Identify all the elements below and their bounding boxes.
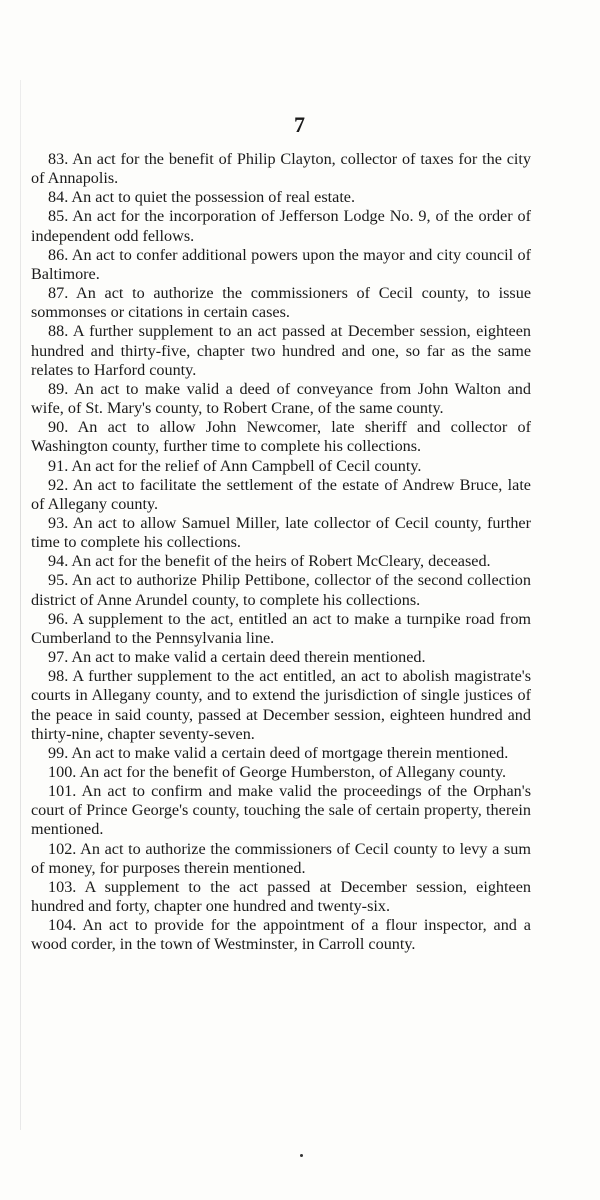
act-entry (31, 840, 531, 878)
act-entry (31, 322, 531, 379)
act-title: An act to allow Samuel Miller, late collector of Cecil county, further time to complete his collections. (31, 513, 531, 552)
act-title: An act to allow John Newcomer, late sheriff and collector of Washington county, further time to complete his collections. (31, 418, 532, 456)
act-number: 95. (48, 571, 69, 590)
act-number: 86. (48, 245, 69, 264)
act-number: 104. (48, 916, 77, 935)
act-entry (31, 284, 531, 322)
act-title: An act to authorize the commissioners of Cecil county, to issue sommonses or citations in certain cases. (31, 284, 531, 322)
act-entry (31, 514, 531, 552)
binding-shadow (20, 80, 21, 1130)
act-entry (31, 763, 531, 782)
act-entry (31, 667, 531, 744)
act-title: An act to confer additional powers upon the mayor and city council of Baltimore. (31, 245, 531, 283)
act-title: An act for the benefit of Philip Clayton, collector of taxes for the city of Annapolis. (31, 150, 532, 188)
act-title: A further supplement to the act entitled, an act to abolish magistrate's courts in Allegany county, and to extend the jurisdiction of single justices of the peace in said county, passed at December session, eighteen hundred and thirty-nine, chapter seventy-seven. (31, 667, 531, 743)
act-entry (31, 571, 531, 609)
act-entry (31, 648, 531, 667)
act-title: An act to make valid a certain deed of mortgage therein mentioned. (71, 743, 509, 762)
act-title: An act for the relief of Ann Campbell of Cecil county. (71, 456, 422, 475)
act-entry (31, 188, 531, 207)
act-entry (31, 744, 531, 763)
act-number: 88. (48, 322, 69, 341)
act-title: A further supplement to an act passed at December session, eighteen hundred and thirty-five, chapter two hundred and one, so far as the same relates to Harford county. (31, 322, 531, 379)
act-entry (31, 610, 531, 648)
act-entry (31, 878, 531, 916)
act-entry (31, 476, 531, 514)
act-entry (31, 380, 531, 418)
act-entry (31, 246, 531, 284)
act-title: An act for the incorporation of Jefferson Lodge No. 9, of the order of independent odd fellows. (31, 207, 532, 245)
act-entry (31, 552, 531, 571)
act-number: 87. (48, 284, 69, 303)
act-number: 97. (48, 648, 69, 667)
act-entry (31, 150, 531, 188)
act-entry (31, 457, 531, 476)
act-title: A supplement to the act passed at December session, eighteen hundred and forty, chapter one hundred and twenty-six. (31, 877, 531, 916)
act-number: 96. (48, 609, 69, 628)
page-number: 7 (294, 112, 306, 137)
act-title: An act to facilitate the settlement of the estate of Andrew Bruce, late of Allegany county. (31, 475, 531, 513)
act-entry (31, 782, 531, 839)
act-number: 101. (48, 782, 77, 801)
act-title: An act to make valid a deed of conveyance from John Walton and wife, of St. Mary's county, to Robert Crane, of the same county. (31, 379, 531, 418)
act-title: An act to provide for the appointment of a flour inspector, and a wood corder, in the town of Westminster, in Carroll county. (31, 916, 531, 954)
act-number: 84. (48, 188, 69, 207)
act-number: 98. (48, 667, 69, 686)
act-entry (31, 207, 531, 245)
act-title: An act to make valid a certain deed therein mentioned. (71, 648, 426, 667)
act-title: A supplement to the act, entitled an act to make a turnpike road from Cumberland to the Pennsylvania line. (31, 609, 532, 647)
act-title: An act for the benefit of the heirs of Robert McCleary, deceased. (71, 552, 491, 571)
act-number: 91. (48, 456, 69, 475)
act-number: 99. (48, 743, 69, 762)
act-number: 94. (48, 552, 69, 571)
act-title: An act for the benefit of George Humberston, of Allegany county. (79, 763, 507, 781)
act-number: 83. (48, 150, 69, 168)
act-entry (31, 916, 531, 954)
act-title: An act to authorize the commissioners of Cecil county to levy a sum of money, for purposes therein mentioned. (31, 839, 531, 877)
footer-mark (300, 1154, 303, 1157)
act-entry (31, 418, 531, 456)
act-number: 90. (48, 418, 69, 437)
acts-list (31, 150, 531, 955)
act-title: An act to confirm and make valid the proceedings of the Orphan's court of Prince George's county, touching the sale of certain property, therein mentioned. (31, 782, 531, 839)
act-title: An act to quiet the possession of real estate. (71, 188, 356, 207)
act-number: 85. (48, 207, 69, 226)
act-number: 92. (48, 475, 69, 494)
act-number: 89. (48, 379, 69, 398)
act-number: 103. (48, 877, 77, 896)
act-number: 102. (48, 839, 77, 858)
act-number: 100. (48, 763, 77, 781)
act-number: 93. (48, 513, 69, 532)
act-title: An act to authorize Philip Pettibone, collector of the second collection district of Anne Arundel county, to complete his collections. (31, 571, 531, 609)
